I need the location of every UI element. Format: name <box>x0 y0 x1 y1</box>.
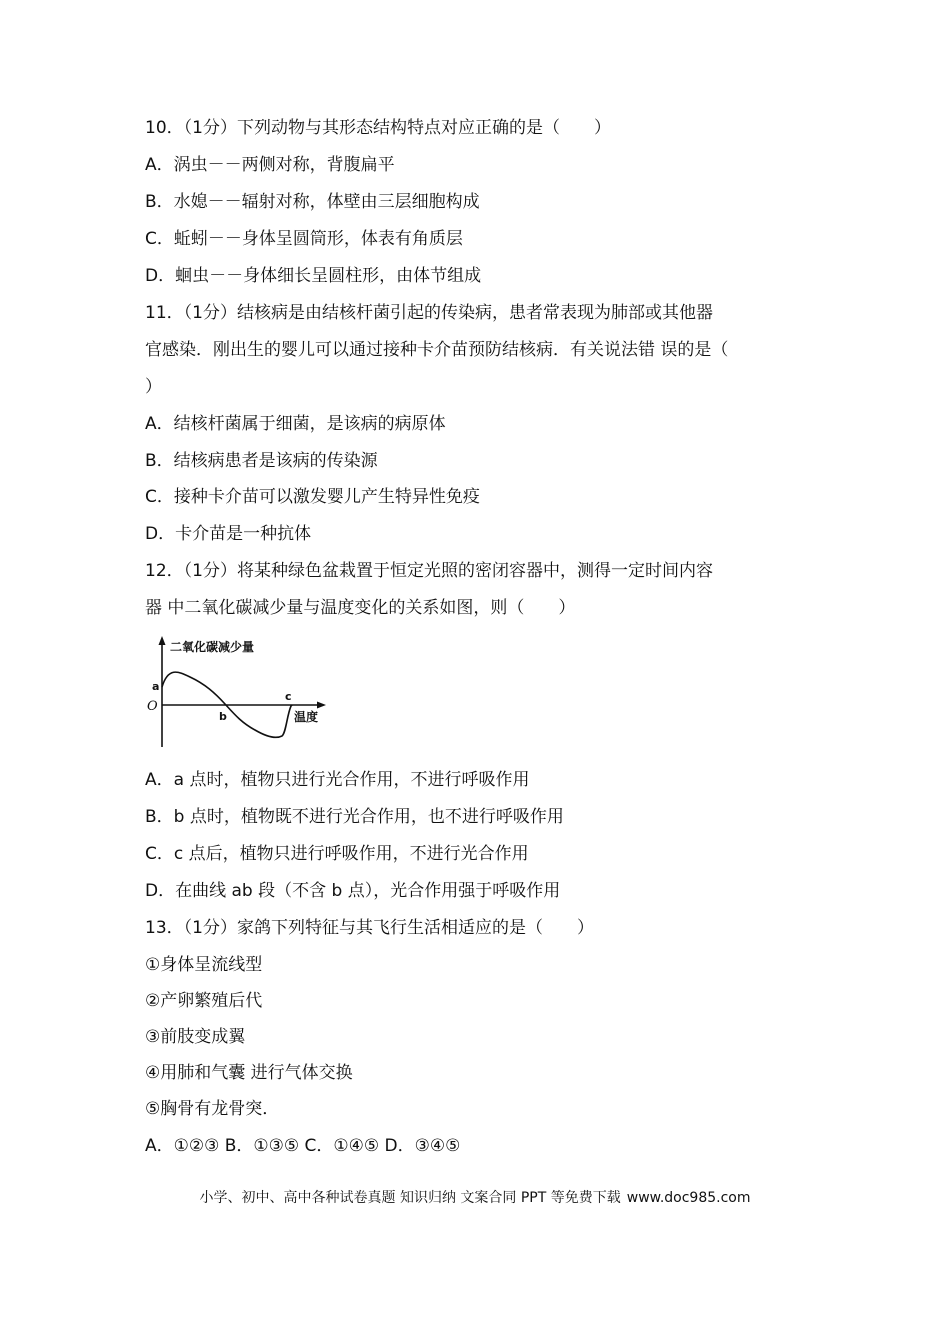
q12-option-c: C．c 点后，植物只进行呼吸作用，不进行光合作用 <box>145 844 529 864</box>
q10-stem: 10．（1分）下列动物与其形态结构特点对应正确的是（ ） <box>145 118 611 138</box>
footer-text: 小学、初中、高中各种试卷真题 知识归纳 文案合同 PPT 等免费下载 <box>199 1190 621 1206</box>
page-footer <box>0 1188 950 1208</box>
x-axis-label: 温度 <box>294 710 319 724</box>
q13-item-2: ②产卵繁殖后代 <box>145 991 263 1011</box>
q10-option-a: A．涡虫－－两侧对称，背腹扁平 <box>145 155 395 175</box>
q11-stem-line3: ） <box>145 377 162 397</box>
q13-item-1: ①身体呈流线型 <box>145 955 263 975</box>
x-axis-arrow-icon <box>317 702 326 709</box>
q10-option-d: D．蛔虫－－身体细长呈圆柱形，由体节组成 <box>145 266 482 286</box>
q12-option-d: D．在曲线 ab 段（不含 b 点），光合作用强于呼吸作用 <box>145 881 561 901</box>
q13-item-3: ③前肢变成翼 <box>145 1027 246 1047</box>
q13-item-4: ④用肺和气囊 进行气体交换 <box>145 1063 353 1083</box>
co2-temperature-figure <box>145 633 335 751</box>
footer-url-link[interactable]: www.doc985.com <box>626 1190 751 1206</box>
q13-options: A．①②③ B．①③⑤ C．①④⑤ D．③④⑤ <box>145 1136 461 1156</box>
origin-label: O <box>147 699 158 714</box>
q11-stem-line2: 官感染．刚出生的婴儿可以通过接种卡介苗预防结核病．有关说法错 误的是（ <box>145 340 729 360</box>
q11-option-d: D．卡介苗是一种抗体 <box>145 524 312 544</box>
q11-option-c: C．接种卡介苗可以激发婴儿产生特异性免疫 <box>145 487 480 507</box>
q11-option-b: B．结核病患者是该病的传染源 <box>145 451 378 471</box>
y-axis-label: 二氧化碳减少量 <box>170 640 255 654</box>
q10-option-b: B．水媳－－辐射对称，体壁由三层细胞构成 <box>145 192 480 212</box>
q12-stem-line2: 器 中二氧化碳减少量与温度变化的关系如图，则（ ） <box>145 598 576 618</box>
y-axis-arrow-icon <box>159 636 166 645</box>
q10-option-c: C．蚯蚓－－身体呈圆筒形，体表有角质层 <box>145 229 463 249</box>
q11-option-a: A．结核杆菌属于细菌，是该病的病原体 <box>145 414 446 434</box>
co2-curve-diagram <box>145 633 335 751</box>
q12-option-a: A．a 点时，植物只进行光合作用，不进行呼吸作用 <box>145 770 530 790</box>
point-b-label: b <box>219 710 227 723</box>
q13-item-5: ⑤胸骨有龙骨突． <box>145 1099 280 1119</box>
point-a-label: a <box>152 680 160 693</box>
q11-stem-line1: 11．（1分）结核病是由结核杆菌引起的传染病，患者常表现为肺部或其他器 <box>145 303 713 323</box>
q12-option-b: B．b 点时，植物既不进行光合作用，也不进行呼吸作用 <box>145 807 564 827</box>
q13-stem: 13．（1分）家鸽下列特征与其飞行生活相适应的是（ ） <box>145 918 594 938</box>
q12-stem-line1: 12．（1分）将某种绿色盆栽置于恒定光照的密闭容器中，测得一定时间内容 <box>145 561 713 581</box>
point-c-label: c <box>285 690 292 703</box>
